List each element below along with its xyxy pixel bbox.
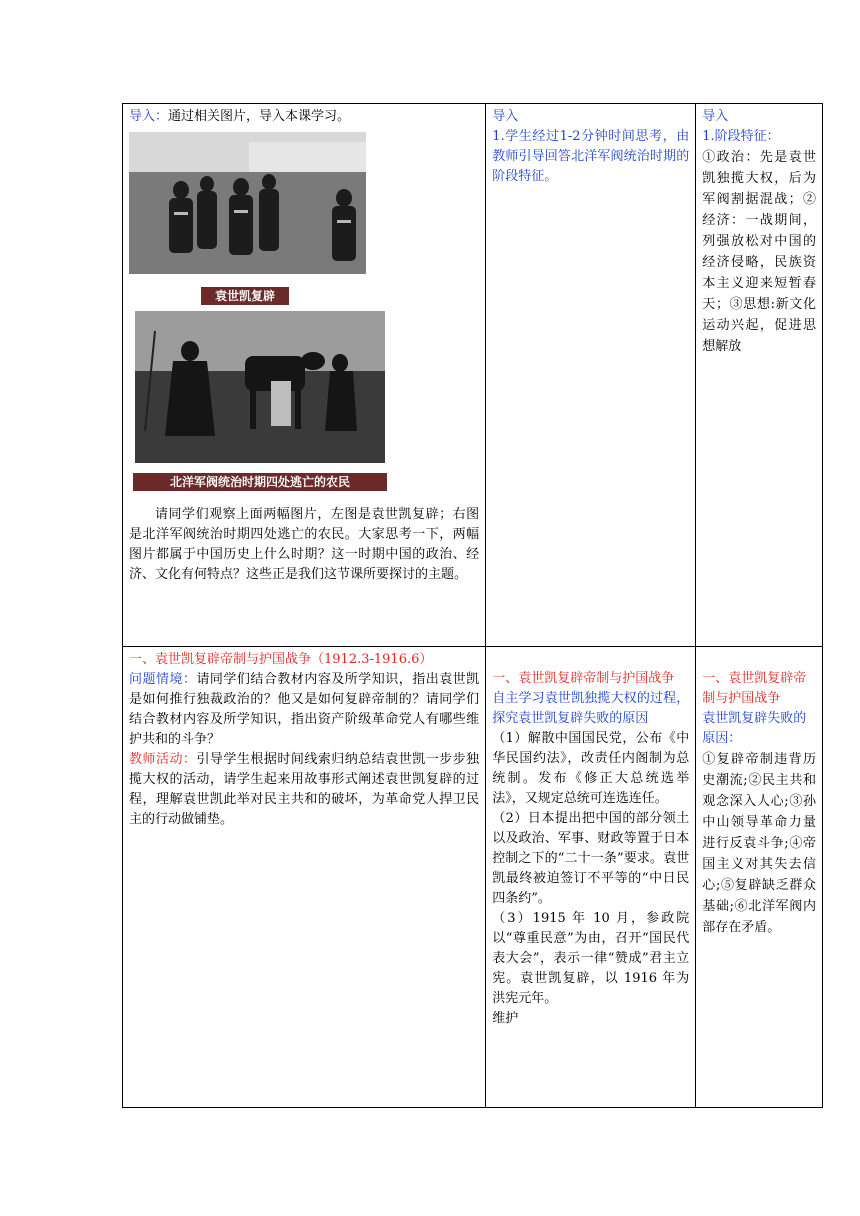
design-intro-heading: 导入 [702,109,729,124]
photo-figures-illustration [129,132,366,274]
lesson-plan-table [122,103,823,1108]
table-row-intro [123,104,823,647]
cell-teacher-section1 [123,647,486,1108]
student-section1-item2: （2）日本提出把中国的部分领土以及政治、军事、财政等置于日本控制之下的“二十一条”要求。袁世凯最终被迫签订不平等的“中日民四条约”。 [492,811,690,906]
intro-text: 通过相关图片，导入本课学习。 [168,109,351,124]
student-section1-task: 自主学习袁世凯独揽大权的过程，探究袁世凯复辟失败的原因 [492,691,690,726]
activity-paragraph [129,750,479,830]
student-section1-title: 一、袁世凯复辟帝制与护国战争 [492,671,675,686]
cell-teacher-intro [123,104,486,647]
situation-text: 请同学们结合教材内容及所学知识，指出袁世凯是如何推行独裁政治的？他又是如何复辟帝制的？请同学们结合教材内容及所学知识，指出资产阶级革命党人有哪些维护共和的斗争？ [129,672,480,747]
design-section1-text: ①复辟帝制违背历史潮流;②民主共和观念深入人心;③孙中山领导革命力量进行反袁斗争;④帝国主义对其失去信心;⑤复辟缺乏群众基础;⑥北洋军阀内部存在矛盾。 [702,752,816,935]
cell-design-intro [696,104,823,647]
student-intro-text: 1.学生经过1-2分钟时间思考，由教师引导回答北洋军阀统治时期的阶段特征。 [492,129,690,184]
cell-student-section1 [486,647,696,1108]
situation-paragraph [129,670,479,750]
design-intro-subheading: 1.阶段特征： [702,129,780,144]
yuan-shikai-restoration-photo [129,132,366,274]
design-intro-text: ①政治：先是袁世凯独揽大权，后为军阀割据混战；②经济：一战期间，列强放松对中国的经济侵略，民族资本主义迎来短暂春天；③思想:新文化运动兴起，促进思想解放 [702,150,816,354]
design-section1-title: 一、袁世凯复辟帝制与护国战争 [702,671,807,706]
cell-student-intro [486,104,696,647]
activity-text: 引导学生根据时间线索归纳总结袁世凯一步步独揽大权的活动，请学生起来用故事形式阐述袁世凯复辟的过程，理解袁世凯此举对民主共和的破坏，为革命党人捍卫民主的行动做铺垫。 [129,752,480,827]
student-section1-item3: （3）1915 年 10 月，参政院以“尊重民意”为由，召开“国民代表大会”，表示一律“赞成”君主立宪。袁世凯复辟，以 1916 年为洪宪元年。 [492,911,690,1006]
student-section1-item1: （1）解散中国国民党，公布《中华民国约法》，改责任内阁制为总统制。发布《修正大总统选举法》，又规定总统可连选连任。 [492,731,690,806]
situation-label: 问题情境： [129,672,197,687]
fleeing-peasants-photo [135,311,385,463]
photo2-caption: 北洋军阀统治时期四处逃亡的农民 [133,473,387,491]
section1-title: 一、袁世凯复辟帝制与护国战争（1912.3-1916.6） [129,652,433,667]
student-intro-heading: 导入 [492,109,519,124]
intro-label: 导入： [129,109,169,124]
cell-design-section1 [696,647,823,1108]
activity-label: 教师活动： [129,752,197,767]
intro-line [129,107,479,127]
photo-peasants-illustration [135,311,385,463]
intro-paragraph: 请同学们观察上面两幅图片，左图是袁世凯复辟；右图是北洋军阀统治时期四处逃亡的农民。大家思考一下，两幅图片都属于中国历史上什么时期？这一时期中国的政治、经济、文化有何特点？这些正是我们这节课所要探讨的主题。 [129,507,480,582]
photo1-caption: 袁世凯复辟 [201,287,289,305]
table-row-section1 [123,647,823,1108]
design-section1-subheading: 袁世凯复辟失败的原因： [702,711,807,746]
student-section1-item4: 维护 [492,1011,519,1026]
